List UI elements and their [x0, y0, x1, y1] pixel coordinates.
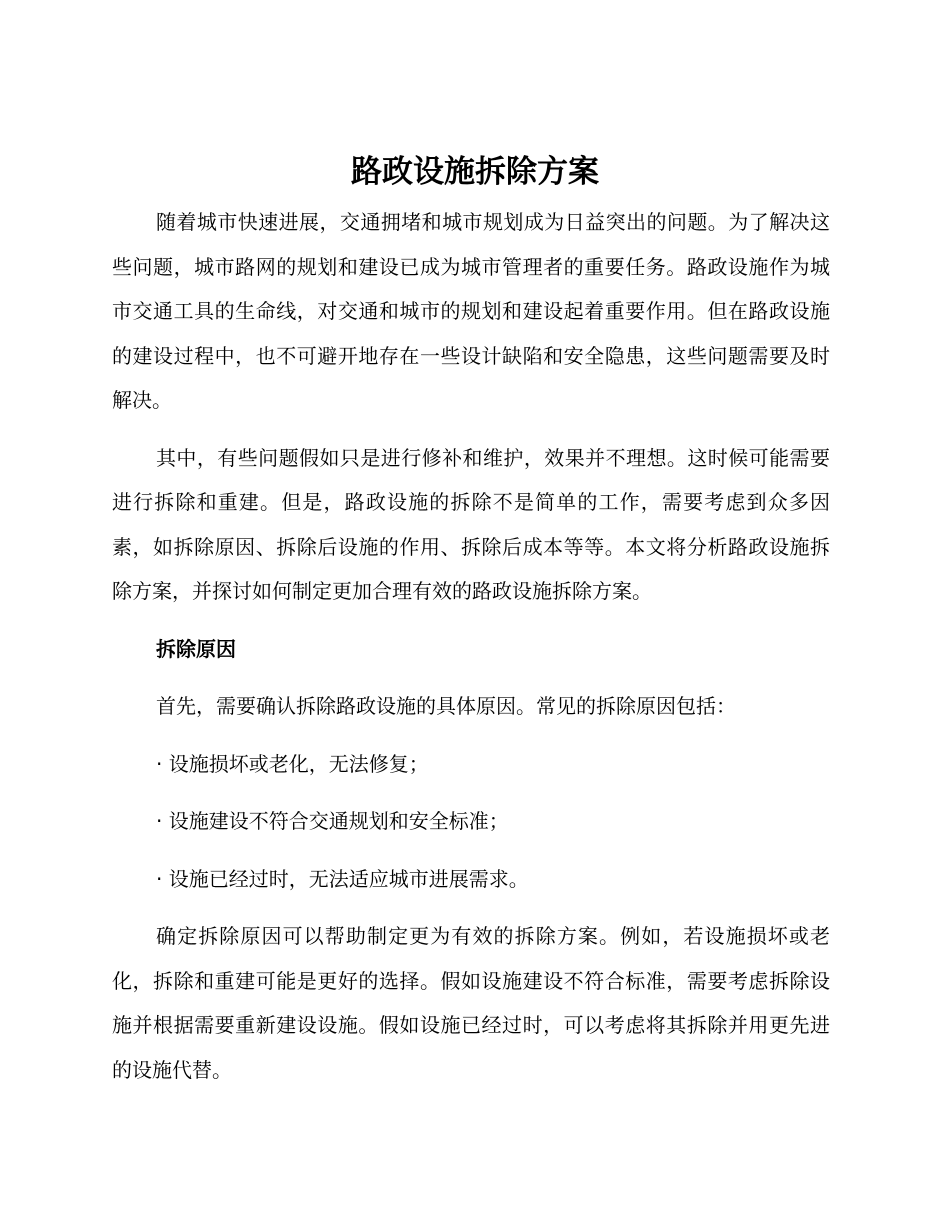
paragraph-closing: 确定拆除原因可以帮助制定更为有效的拆除方案。例如，若设施损坏或老化，拆除和重建可能是更好的选择。假如设施建设不符合标准，需要考虑拆除设施并根据需要重新建设设施。假如设施已经过时，可以考虑将其拆除并用更先进的设施代替。: [112, 924, 830, 1082]
paragraph-intro: 随着城市快速进展，交通拥堵和城市规划成为日益突出的问题。为了解决这些问题，城市路网的规划和建设已成为城市管理者的重要任务。路政设施作为城市交通工具的生命线，对交通和城市的规划和建设起着重要作用。但在路政设施的建设过程中，也不可避开地存在一些设计缺陷和安全隐患，这些问题需要及时解决。: [112, 210, 830, 412]
list-item: · 设施建设不符合交通规划和安全标准；: [156, 809, 509, 833]
section-heading: 拆除原因: [156, 636, 236, 661]
list-item: · 设施损坏或老化，无法修复；: [156, 751, 429, 776]
page-title: 路政设施拆除方案: [351, 154, 599, 190]
section-intro: 首先，需要确认拆除路政设施的具体原因。常见的拆除原因包括：: [156, 694, 736, 718]
document-body: [112, 200, 830, 1105]
list-item: · 设施已经过时，无法适应城市进展需求。: [156, 866, 529, 891]
paragraph-overview: 其中，有些问题假如只是进行修补和维护，效果并不理想。这时候可能需要进行拆除和重建。但是，路政设施的拆除不是简单的工作，需要考虑到众多因素，如拆除原因、拆除后设施的作用、拆除后成本等等。本文将分析路政设施拆除方案，并探讨如何制定更加合理有效的路政设施拆除方案。: [112, 445, 830, 603]
